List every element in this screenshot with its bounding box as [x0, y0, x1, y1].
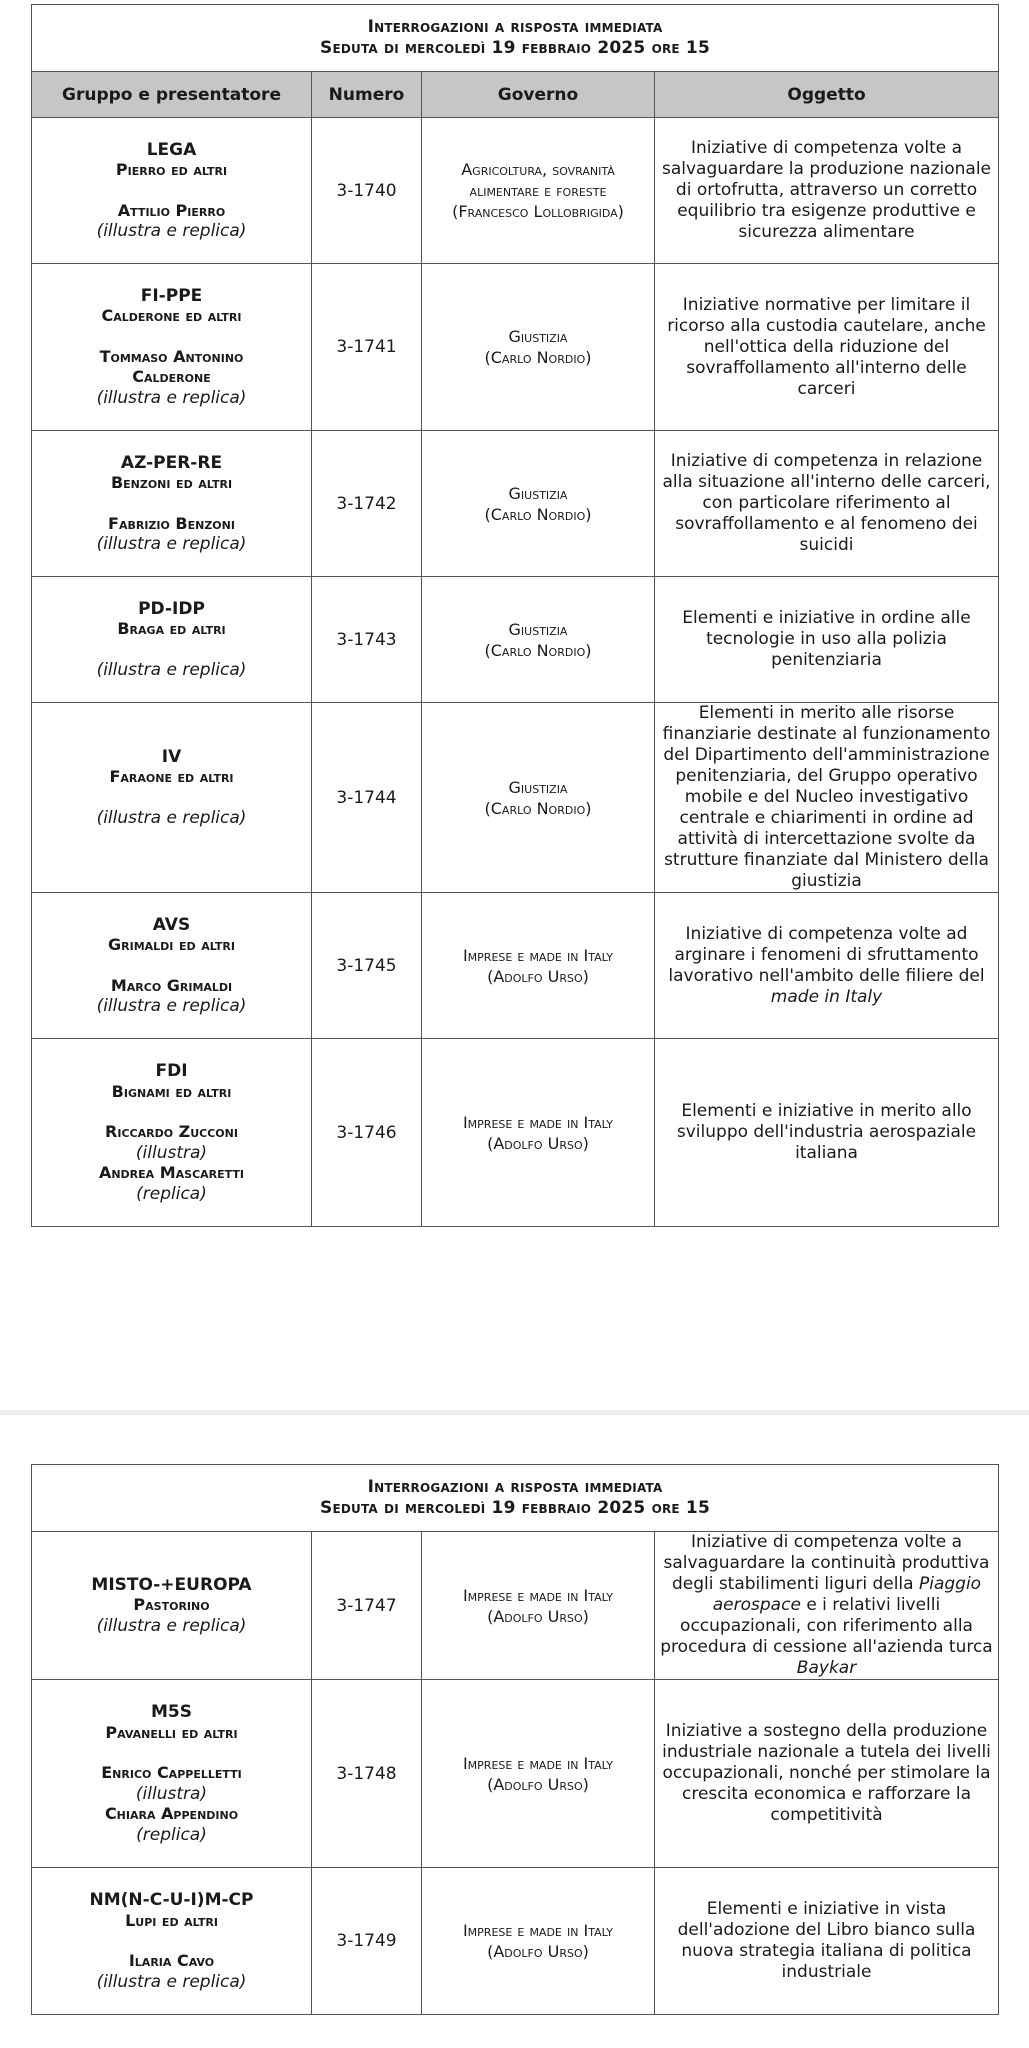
government-cell	[422, 1868, 655, 2015]
government-cell	[422, 118, 655, 264]
subject-italic-text-end: Baykar	[796, 1658, 857, 1678]
subject-cell	[655, 893, 999, 1039]
group-name: LEGA	[146, 139, 197, 160]
presenter-name: Attilio Pierro	[117, 200, 226, 220]
government-cell	[422, 1532, 655, 1680]
group-name: FI-PPE	[140, 285, 203, 306]
question-number: 3-1745	[312, 893, 422, 1039]
subject-text: Elementi e iniziative in merito allo sviluppo dell'industria aerospaziale italiana	[655, 1039, 999, 1227]
group-cell	[32, 1680, 312, 1868]
group-cell	[32, 1532, 312, 1680]
group-cell	[32, 431, 312, 577]
first-signatory: Lupi ed altri	[125, 1910, 218, 1930]
presenter-role: (illustra e replica)	[96, 807, 247, 828]
subject-text: Elementi e iniziative in ordine alle tecnologie in uso alla polizia penitenziaria	[655, 577, 999, 703]
presenter-name: Riccardo Zucconi	[105, 1122, 238, 1141]
presenter-role: (illustra e replica)	[96, 1971, 247, 1992]
question-number: 3-1743	[312, 577, 422, 703]
table-row	[32, 703, 999, 893]
government-cell	[422, 431, 655, 577]
table-row	[32, 577, 999, 703]
minister-name: (Carlo Nordio)	[484, 504, 592, 524]
group-name: MISTO-+EUROPA	[91, 1574, 252, 1595]
group-name: IV	[161, 746, 182, 767]
ministry-name: Imprese e made in Italy	[462, 1753, 614, 1773]
subject-cell	[655, 1532, 999, 1680]
minister-name: (Adolfo Urso)	[487, 1133, 589, 1153]
minister-name: (Carlo Nordio)	[484, 640, 592, 660]
ministry-name: Giustizia	[508, 619, 568, 639]
question-number: 3-1749	[312, 1868, 422, 2015]
table-row	[32, 1868, 999, 2015]
ministry-name: Agricoltura, sovranità	[461, 160, 615, 179]
first-signatory: Benzoni ed altri	[110, 473, 233, 492]
presenter-name: Ilaria Cavo	[128, 1951, 215, 1970]
second-presenter-role: (replica)	[136, 1824, 207, 1845]
ministry-name: Imprese e made in Italy	[462, 1112, 614, 1132]
subject-text: Elementi e iniziative in vista dell'adozione del Libro bianco sulla nuova strategia italiana di politica industriale	[655, 1868, 999, 2015]
ministry-name: Imprese e made in Italy	[462, 1585, 614, 1605]
table-header	[32, 1465, 999, 1532]
group-cell	[32, 1868, 312, 2015]
presenter-role: (illustra e replica)	[96, 996, 247, 1016]
presenter-role: (illustra e replica)	[96, 387, 247, 408]
second-presenter-role: (replica)	[136, 1183, 207, 1204]
first-signatory: Grimaldi ed altri	[108, 935, 235, 954]
minister-name: (Adolfo Urso)	[487, 1942, 589, 1961]
ministry-name: Giustizia	[508, 777, 568, 797]
subject-text-cont: e i relativi livelli occupazionali, con riferimento alla procedura di cessione all'azienda turca	[660, 1595, 993, 1657]
question-number: 3-1747	[312, 1532, 422, 1680]
presenter-role: (illustra e replica)	[96, 534, 247, 554]
table-row	[32, 1680, 999, 1868]
question-number: 3-1748	[312, 1680, 422, 1868]
question-number: 3-1746	[312, 1039, 422, 1227]
session-date: Seduta di mercoledì 19 febbraio 2025 ore 15	[320, 38, 710, 58]
minister-name: (Adolfo Urso)	[487, 966, 589, 986]
group-cell	[32, 703, 312, 893]
presenter-name: Marco Grimaldi	[110, 975, 233, 995]
second-presenter-name: Chiara Appendino	[104, 1804, 239, 1823]
first-signatory: Braga ed altri	[117, 619, 226, 639]
government-cell	[422, 264, 655, 431]
minister-name: (Carlo Nordio)	[484, 348, 592, 367]
presenter-name: Enrico Cappelletti	[101, 1763, 242, 1782]
presenter-role: (illustra)	[135, 1142, 208, 1163]
subject-text: Iniziative normative per limitare il ricorso alla custodia cautelare, anche nell'ottica della riduzione del sovraffollamento all'interno delle carceri	[655, 264, 999, 431]
ministry-name-cont: alimentare e foreste	[469, 181, 607, 200]
table-row	[32, 118, 999, 264]
first-signatory: Pastorino	[133, 1595, 210, 1615]
presenter-role: (illustra e replica)	[96, 221, 247, 241]
group-name: AZ-PER-RE	[120, 452, 223, 473]
group-cell	[32, 577, 312, 703]
column-header-subject: Oggetto	[655, 72, 999, 118]
session-title: Interrogazioni a risposta immediata	[367, 1477, 663, 1497]
ministry-name: Imprese e made in Italy	[462, 1921, 614, 1940]
subject-italic-text: Piaggio aerospace	[712, 1574, 982, 1615]
table-header	[32, 5, 999, 72]
column-header-government: Governo	[422, 72, 655, 118]
first-signatory: Calderone ed altri	[101, 306, 242, 326]
group-name: FDI	[155, 1061, 188, 1081]
minister-name: (Francesco Lollobrigida)	[452, 202, 624, 221]
first-signatory: Pierro ed altri	[115, 160, 228, 179]
column-header-row	[32, 72, 999, 118]
question-time-table-1	[31, 4, 999, 1227]
government-cell	[422, 893, 655, 1039]
minister-name: (Adolfo Urso)	[487, 1774, 589, 1794]
group-cell	[32, 1039, 312, 1227]
ministry-name: Giustizia	[508, 327, 568, 346]
subject-italic-text: made in Italy	[770, 986, 883, 1007]
group-cell	[32, 264, 312, 431]
minister-name: (Carlo Nordio)	[484, 798, 592, 818]
table-row	[32, 1039, 999, 1227]
minister-name: (Adolfo Urso)	[487, 1606, 589, 1626]
presenter-role: (illustra)	[135, 1783, 208, 1804]
group-name: M5S	[151, 1702, 192, 1722]
presenter-role: (illustra e replica)	[96, 659, 247, 680]
subject-text: Iniziative a sostegno della produzione industriale nazionale a tutela dei livelli occupazionali, nonché per stimolare la crescita economica e rafforzare la competitività	[655, 1680, 999, 1868]
subject-text: Iniziative di competenza volte ad arginare i fenomeni di sfruttamento lavorativo nell'ambito delle filiere del	[668, 923, 985, 986]
column-header-group: Gruppo e presentatore	[32, 72, 312, 118]
presenter-name: Fabrizio Benzoni	[108, 513, 235, 533]
question-number: 3-1744	[312, 703, 422, 893]
subject-text: Elementi in merito alle risorse finanziarie destinate al funzionamento del Dipartimento dell'amministrazione penitenziaria, del Gruppo operativo mobile e del Nucleo investigativo centrale e chiarimenti in ordine ad attività di intercettazione svolte da strutture finanziate dal Ministero della giustizia	[655, 703, 999, 893]
column-header-number: Numero	[312, 72, 422, 118]
table-row	[32, 1532, 999, 1680]
presenter-name: Tommaso Antonino	[99, 346, 244, 366]
question-number: 3-1742	[312, 431, 422, 577]
subject-text: Iniziative di competenza volte a salvaguardare la produzione nazionale di ortofrutta, attraverso un corretto equilibrio tra esigenze produttive e sicurezza alimentare	[655, 118, 999, 264]
ministry-name: Imprese e made in Italy	[462, 945, 614, 965]
presenter-name-cont: Calderone	[132, 367, 211, 387]
first-signatory: Pavanelli ed altri	[105, 1722, 238, 1742]
group-cell	[32, 893, 312, 1039]
government-cell	[422, 1680, 655, 1868]
session-title: Interrogazioni a risposta immediata	[367, 17, 663, 37]
question-time-table-2	[31, 1464, 999, 2015]
session-date: Seduta di mercoledì 19 febbraio 2025 ore 15	[320, 1498, 710, 1518]
first-signatory: Faraone ed altri	[109, 767, 234, 787]
table-row	[32, 893, 999, 1039]
second-presenter-name: Andrea Mascaretti	[98, 1163, 245, 1182]
government-cell	[422, 1039, 655, 1227]
table-row	[32, 264, 999, 431]
group-name: AVS	[152, 914, 191, 935]
group-cell	[32, 118, 312, 264]
ministry-name: Giustizia	[508, 483, 568, 503]
question-number: 3-1741	[312, 264, 422, 431]
group-name: PD-IDP	[138, 598, 205, 619]
government-cell	[422, 703, 655, 893]
table-row	[32, 431, 999, 577]
subject-text: Iniziative di competenza in relazione alla situazione all'interno delle carceri, con particolare riferimento al sovraffollamento e al fenomeno dei suicidi	[655, 431, 999, 577]
document-page-2	[0, 1415, 1029, 2048]
subject-text: Iniziative di competenza volte a salvaguardare la continuità produttiva degli stabilimenti liguri della	[663, 1532, 990, 1594]
question-number: 3-1740	[312, 118, 422, 264]
first-signatory: Bignami ed altri	[111, 1081, 232, 1101]
government-cell	[422, 577, 655, 703]
group-name: NM(N-C-U-I)M-CP	[89, 1890, 254, 1910]
presenter-role: (illustra e replica)	[96, 1615, 247, 1636]
